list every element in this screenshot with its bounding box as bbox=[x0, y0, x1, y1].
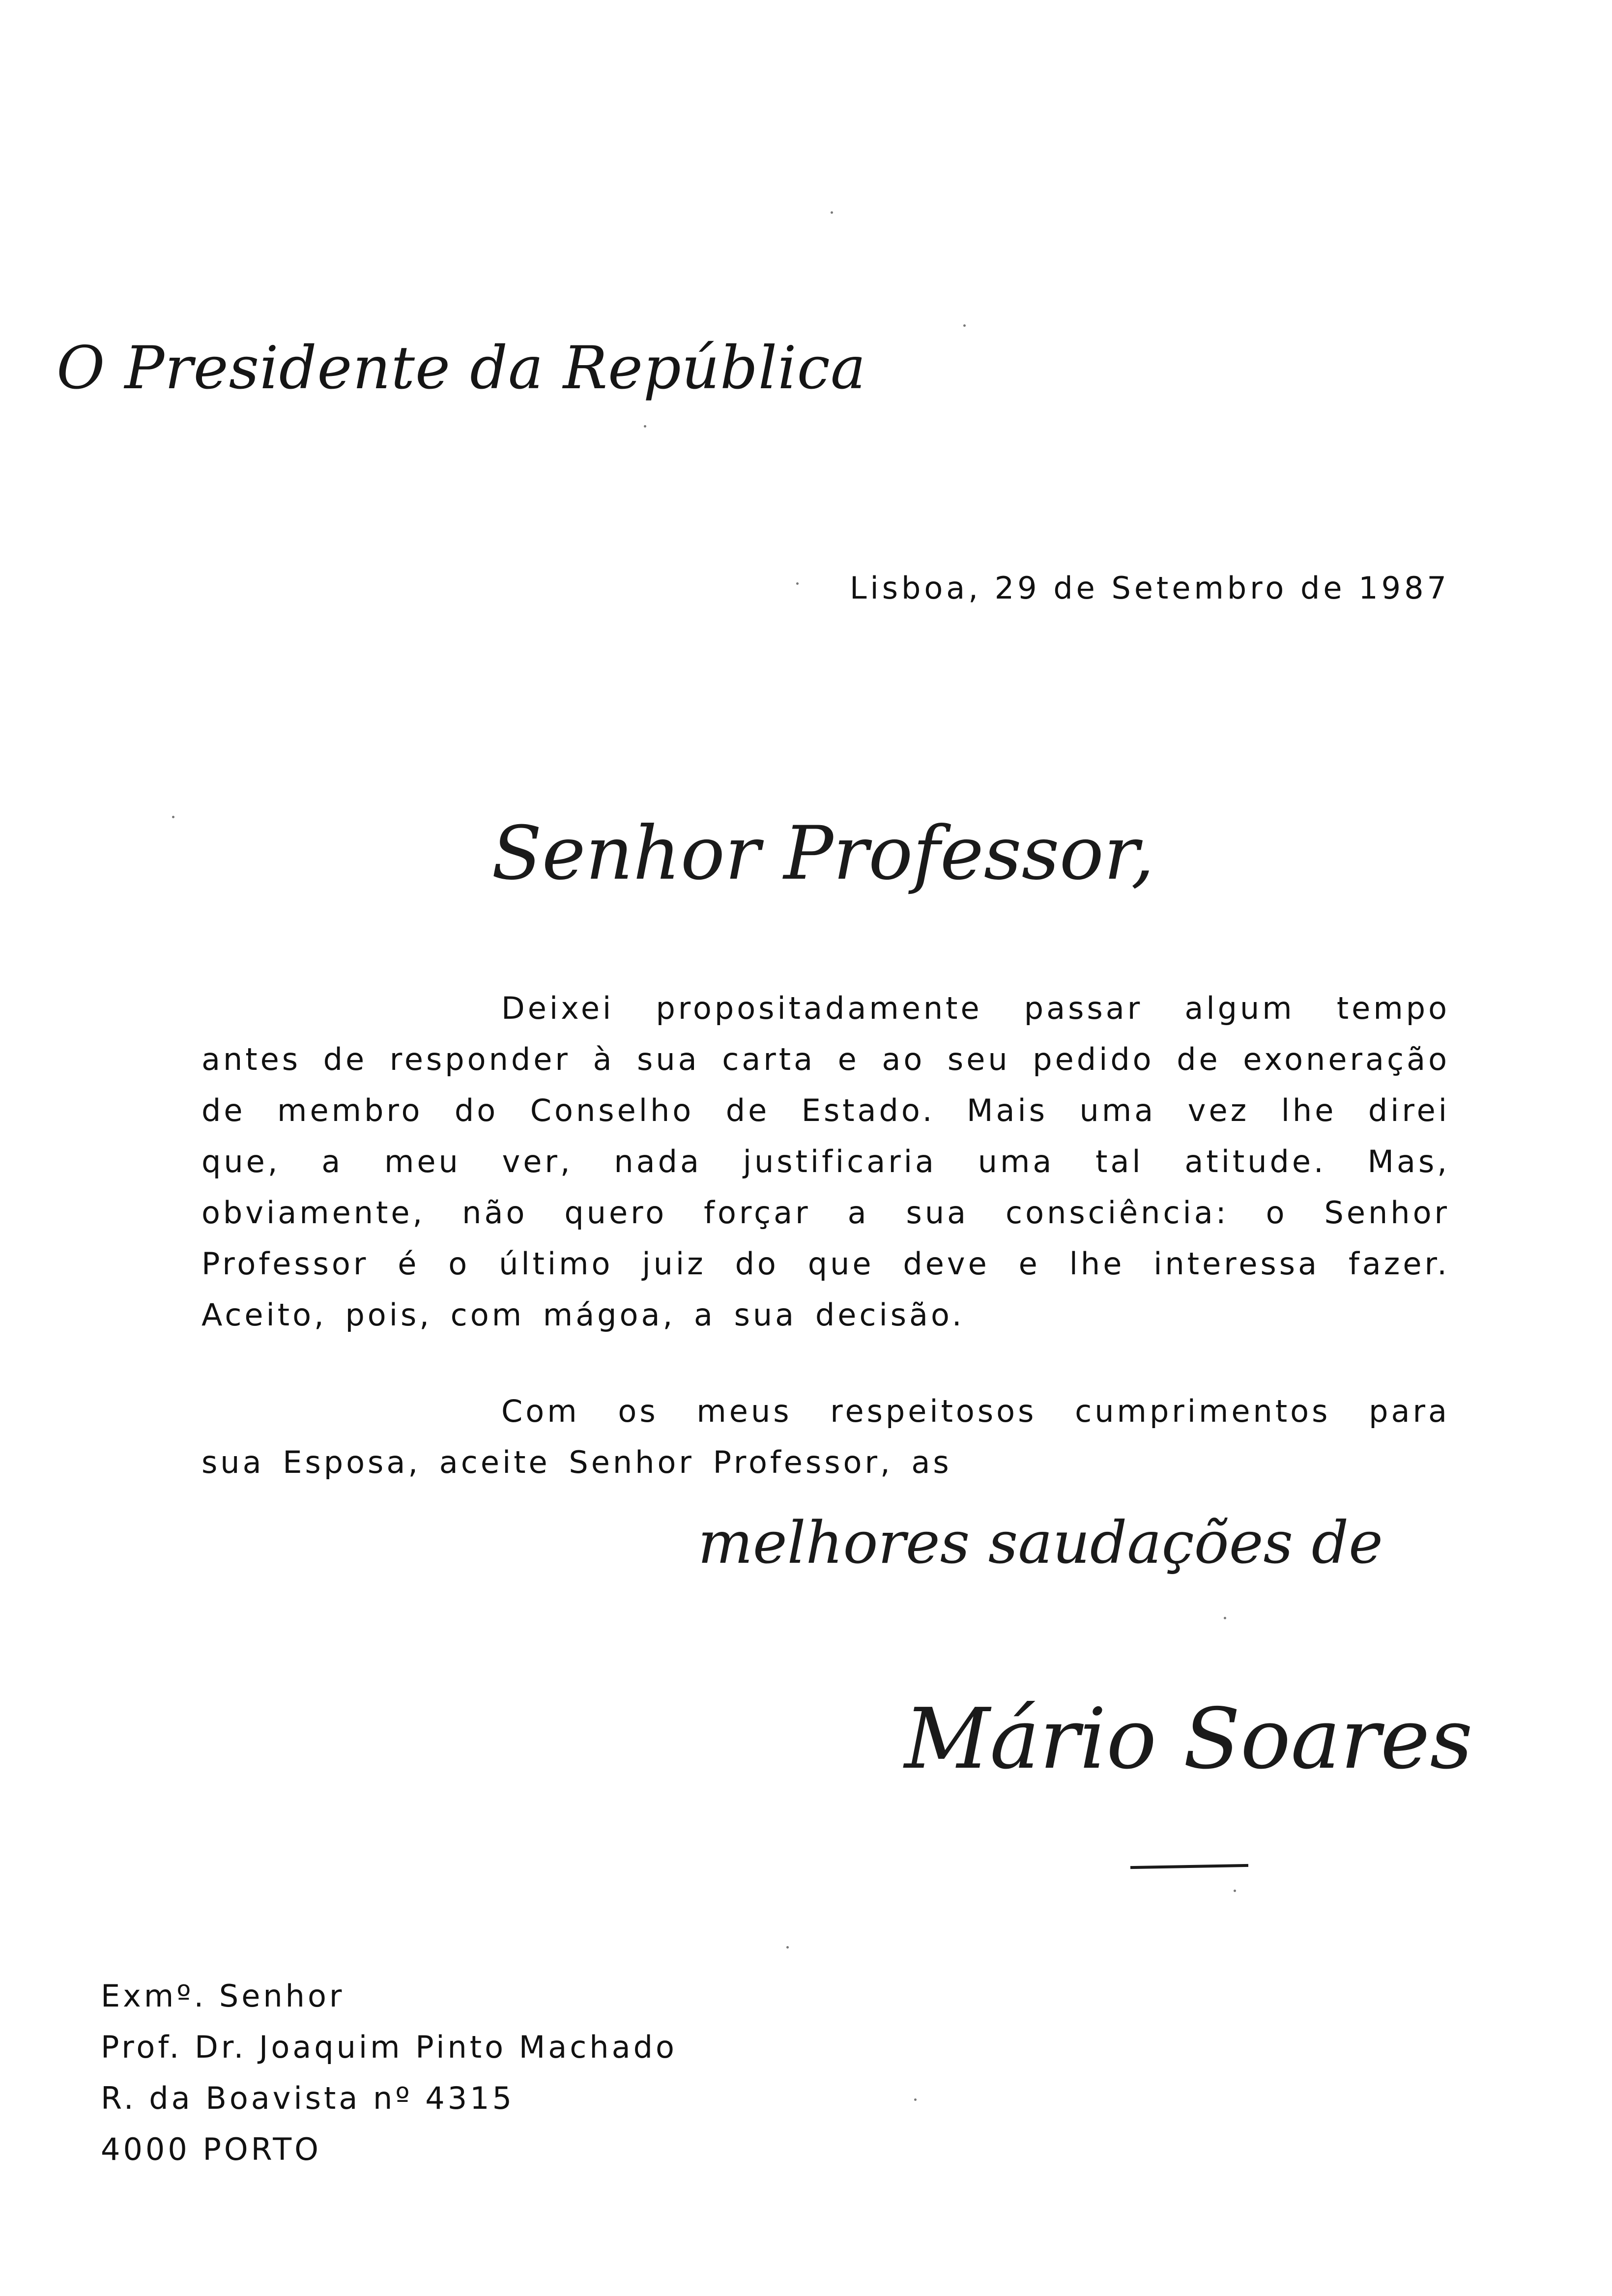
handwritten-salutation: Senhor Professor, bbox=[491, 811, 1154, 896]
scan-speck bbox=[1234, 1890, 1236, 1892]
body-line: antes de responder à sua carta e ao seu pedido de exoneração bbox=[202, 1041, 1450, 1077]
scan-speck bbox=[172, 816, 174, 818]
letter-body-paragraph-2 bbox=[202, 1386, 1450, 1488]
body-line: que, a meu ver, nada justificaria uma tal atitude. Mas, bbox=[202, 1144, 1450, 1179]
body-line: de membro do Conselho de Estado. Mais uma vez lhe direi bbox=[202, 1092, 1450, 1128]
recipient-address bbox=[101, 1971, 677, 2175]
letterhead-title: O Presidente da República bbox=[57, 334, 866, 402]
address-line: Prof. Dr. Joaquim Pinto Machado bbox=[101, 2029, 677, 2065]
scan-speck bbox=[1224, 1617, 1226, 1619]
handwritten-closing: melhores saudações de bbox=[698, 1509, 1383, 1577]
address-line: 4000 PORTO bbox=[101, 2131, 321, 2167]
body-line: Aceito, pois, com mágoa, a sua decisão. bbox=[202, 1297, 965, 1333]
body-line: sua Esposa, aceite Senhor Professor, as bbox=[202, 1444, 952, 1480]
body-line: Deixei propositadamente passar algum tempo bbox=[501, 990, 1450, 1026]
address-line: R. da Boavista nº 4315 bbox=[101, 2080, 515, 2116]
body-line: Professor é o último juiz do que deve e lhe interessa fazer. bbox=[202, 1246, 1450, 1282]
body-line: obviamente, não quero forçar a sua consciência: o Senhor bbox=[202, 1195, 1450, 1231]
letter-body-paragraph-1 bbox=[202, 983, 1450, 1341]
scan-speck bbox=[644, 425, 646, 428]
scan-speck bbox=[914, 2098, 917, 2101]
body-line: Com os meus respeitosos cumprimentos para bbox=[501, 1393, 1450, 1429]
scan-speck bbox=[796, 582, 799, 585]
address-line: Exmº. Senhor bbox=[101, 1978, 345, 2014]
signature-underline bbox=[1130, 1864, 1248, 1869]
date-line: Lisboa, 29 de Setembro de 1987 bbox=[849, 570, 1450, 606]
scan-speck bbox=[831, 211, 833, 214]
scan-speck bbox=[786, 1946, 789, 1949]
scan-speck bbox=[963, 324, 966, 327]
handwritten-signature: Mário Soares bbox=[904, 1691, 1473, 1788]
